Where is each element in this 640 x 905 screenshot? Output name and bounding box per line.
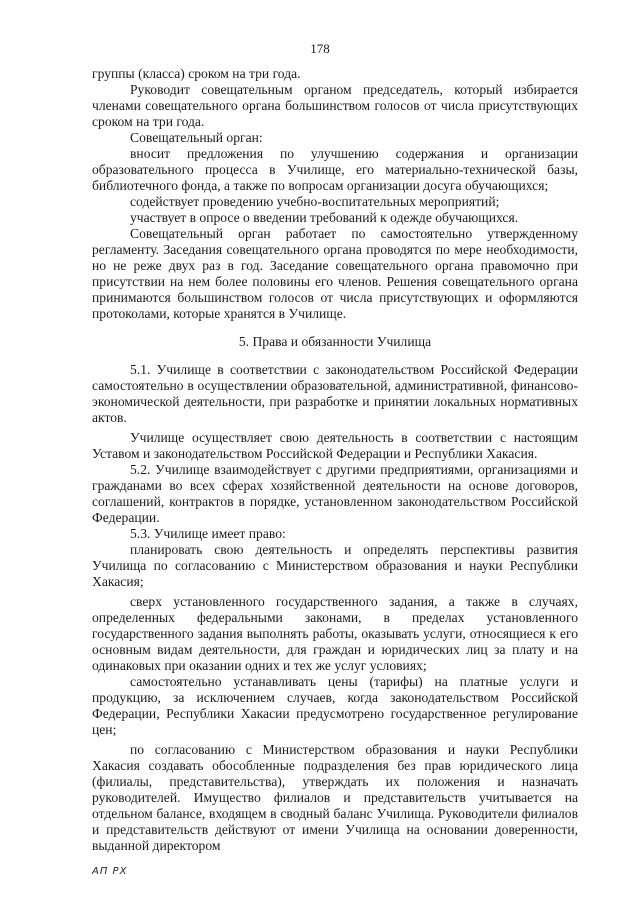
paragraph: Совещательный орган работает по самостоятельно утвержденному регламенту. Заседания совещательного органа проводятся по мере необходимости, но не реже двух раз в год. Заседание совещательного органа правомочно при присутствии на нем более половины его членов. Решения совещательного органа принимаются большинством голосов от числа присутствующих и оформляются протоколами, которые хранятся в Училище. xyxy=(92,226,578,321)
paragraph: вносит предложения по улучшению содержания и организации образовательного процесса в Училище, его материально-технической базы, библиотечного фонда, а также по вопросам организации досуга обучающихся; xyxy=(92,146,578,193)
paragraph: участвует в опросе о введении требований к одежде обучающихся. xyxy=(130,210,519,225)
paragraph: группы (класса) сроком на три года. xyxy=(92,66,301,81)
paragraph: Совещательный орган: xyxy=(130,130,263,145)
paragraph: сверх установленного государственного задания, а также в случаях, определенных федеральными законами, в пределах установленного государственного задания выполнять работы, оказывать услуги, относящиеся к его основным видам деятельности, для граждан и юридических лиц за плату и на одинаковых при оказании одних и тех же услуг условиях; xyxy=(92,594,578,673)
paragraph: Руководит совещательным органом председатель, который избирается членами совещательного органа большинством голосов от числа присутствующих сроком на три года. xyxy=(92,82,578,129)
document-body xyxy=(92,66,578,854)
archive-stamp: АП РХ xyxy=(92,866,128,877)
paragraph: 5.3. Училище имеет право: xyxy=(130,526,286,541)
paragraph: самостоятельно устанавливать цены (тарифы) на платные услуги и продукцию, за исключением случаев, когда законодательством Российской Федерации, Республики Хакасии предусмотрено государственное регулирование цен; xyxy=(92,674,578,737)
paragraph: 5.2. Училище взаимодействует с другими предприятиями, организациями и гражданами во всех сферах хозяйственной деятельности на основе договоров, соглашений, контрактов в порядке, установленном законодательством Российской Федерации. xyxy=(92,462,578,525)
paragraph: Училище осуществляет свою деятельность в соответствии с настоящим Уставом и законодательством Российской Федерации и Республики Хакасия. xyxy=(92,430,578,461)
paragraph: по согласованию с Министерством образования и науки Республики Хакасия создавать обособленные подразделения без прав юридического лица (филиалы, представительства), утверждать их положения и назначать руководителей. Имущество филиалов и представительств учитывается на отдельном балансе, входящем в сводный баланс Училища. Руководители филиалов и представительств действуют от имени Училища на основании доверенности, выданной директором xyxy=(92,742,578,853)
paragraph: 5.1. Училище в соответствии с законодательством Российской Федерации самостоятельно в осуществлении образовательной, административной, финансово-экономической деятельности, при разработке и принятии локальных нормативных актов. xyxy=(92,362,578,425)
paragraph: планировать свою деятельность и определять перспективы развития Училища по согласованию с Министерством образования и науки Республики Хакасия; xyxy=(92,542,578,589)
page-number: 178 xyxy=(310,41,330,56)
paragraph: содействует проведению учебно-воспитательных мероприятий; xyxy=(130,194,500,209)
section-heading: 5. Права и обязанности Училища xyxy=(238,334,432,349)
